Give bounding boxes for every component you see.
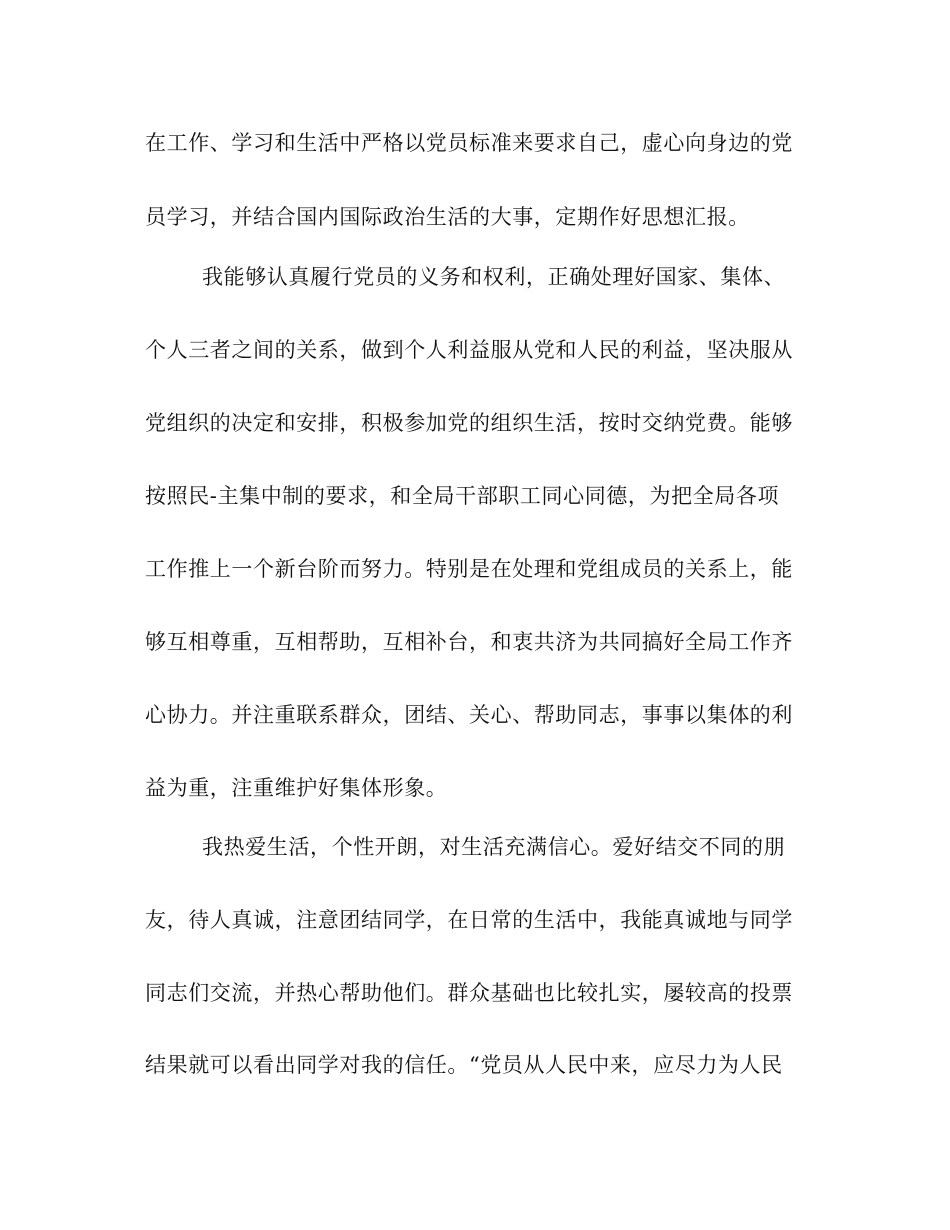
text-line: 结果就可以看出同学对我的信任。“党员从人民中来，应尽力为人民	[145, 1053, 783, 1077]
text-line: 个人三者之间的关系，做到个人利益服从党和人民的利益，坚决服从	[145, 338, 793, 362]
text-line: 员学习，并结合国内国际政治生活的大事，定期作好思想汇报。	[145, 205, 750, 229]
text-line: 同志们交流，并热心帮助他们。群众基础也比较扎实，屡较高的投票	[145, 981, 793, 1005]
text-line: 在工作、学习和生活中严格以党员标准来要求自己，虚心向身边的党	[145, 131, 793, 155]
text-line: 党组织的决定和安排，积极参加党的组织生活，按时交纳党费。能够	[145, 411, 793, 435]
paragraph-start-line: 我能够认真履行党员的义务和权利，正确处理好国家、集体、	[202, 265, 786, 289]
text-line: 够互相尊重，互相帮助，互相补台，和衷共济为共同搞好全局工作齐	[145, 630, 793, 654]
text-line: 心协力。并注重联系群众，团结、关心、帮助同志，事事以集体的利	[145, 703, 793, 727]
text-line: 按照民-主集中制的要求，和全局干部职工同心同德，为把全局各项	[145, 484, 780, 508]
text-line: 益为重，注重维护好集体形象。	[145, 776, 448, 800]
text-line: 友，待人真诚，注意团结同学，在日常的生活中，我能真诚地与同学	[145, 908, 793, 932]
text-line: 工作推上一个新台阶而努力。特别是在处理和党组成员的关系上，能	[145, 557, 793, 581]
paragraph-start-line: 我热爱生活，个性开朗，对生活充满信心。爱好结交不同的朋	[202, 835, 786, 859]
